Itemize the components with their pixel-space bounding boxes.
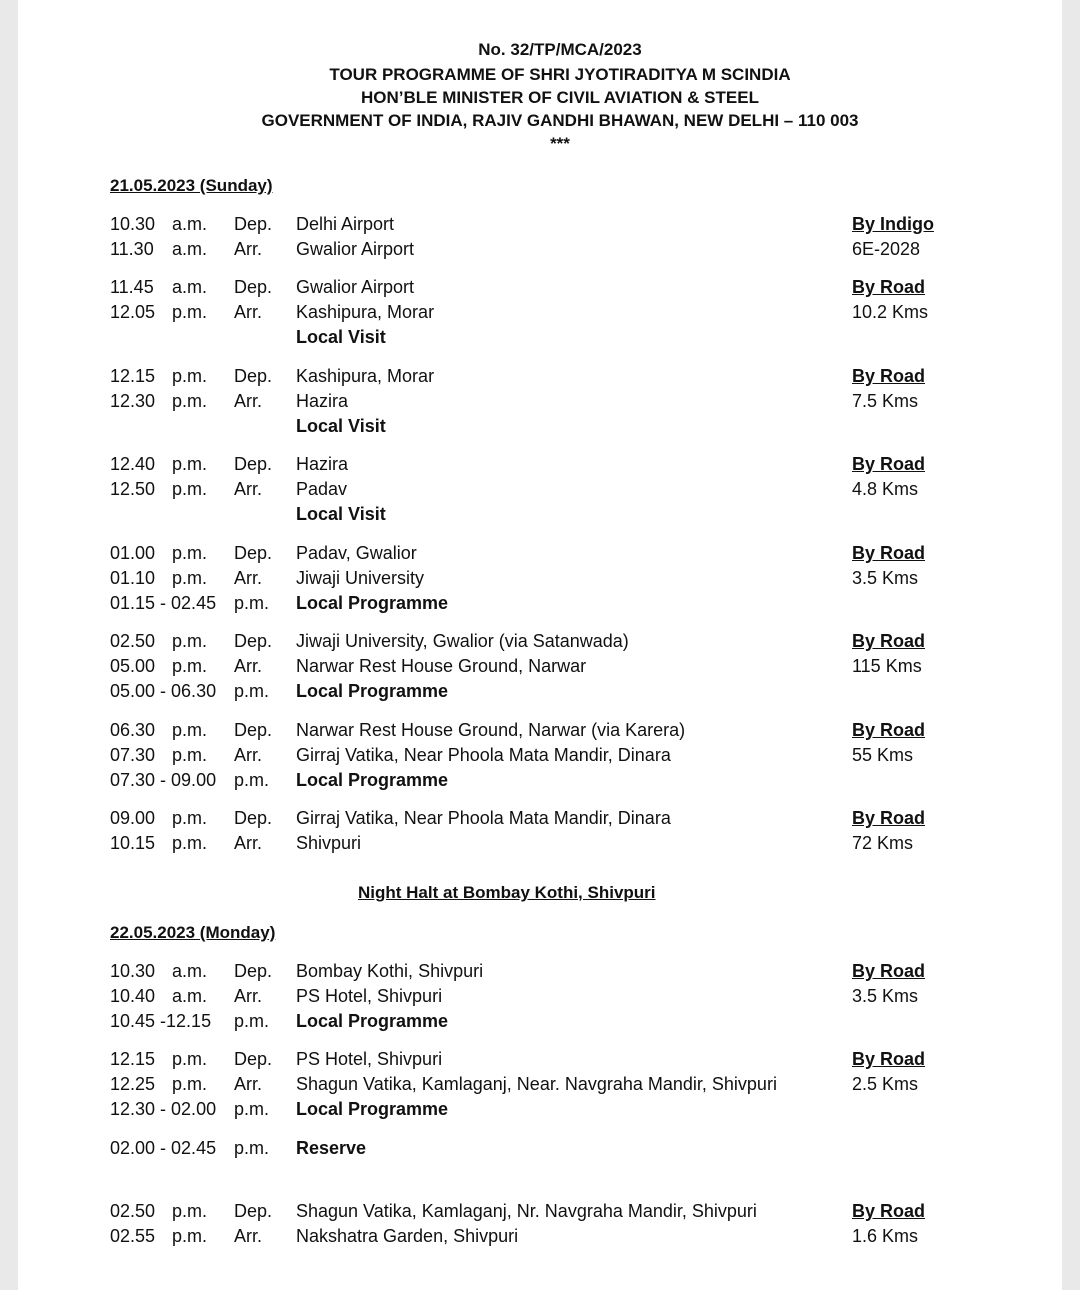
- direction-label: Arr.: [234, 568, 263, 588]
- direction-label: Dep.: [234, 543, 273, 563]
- location-name: Padav: [296, 479, 348, 499]
- time-value: 12.25: [110, 1074, 156, 1094]
- transport-detail: 10.2 Kms: [852, 302, 929, 322]
- location-name: Kashipura, Morar: [296, 302, 435, 322]
- activity-label: Local Programme: [296, 1099, 449, 1119]
- transport-mode: By Road: [852, 543, 926, 563]
- time-value: 11.45: [110, 277, 154, 297]
- schedule-row: [0, 1074, 1080, 1099]
- direction-label: Dep.: [234, 454, 273, 474]
- schedule-row: [0, 720, 1080, 745]
- schedule-row: [0, 1201, 1080, 1226]
- activity-label: Local Programme: [296, 681, 449, 701]
- time-period: p.m.: [172, 568, 208, 588]
- transport-detail: 6E-2028: [852, 239, 921, 259]
- direction-label: Arr.: [234, 391, 263, 411]
- header-designation: HON’BLE MINISTER OF CIVIL AVIATION & STEEL: [361, 88, 759, 107]
- time-period: p.m.: [234, 770, 270, 790]
- location-name: Bombay Kothi, Shivpuri: [296, 961, 484, 981]
- schedule-row: [0, 1049, 1080, 1074]
- transport-detail: 4.8 Kms: [852, 479, 919, 499]
- time-period: p.m.: [172, 808, 208, 828]
- transport-detail: 1.6 Kms: [852, 1226, 919, 1246]
- location-name: Girraj Vatika, Near Phoola Mata Mandir, Dinara: [296, 808, 671, 828]
- time-period: p.m.: [234, 593, 270, 613]
- transport-mode: By Road: [852, 277, 926, 297]
- location-name: Shagun Vatika, Kamlaganj, Near. Navgraha Mandir, Shivpuri: [296, 1074, 777, 1094]
- time-period: p.m.: [172, 479, 208, 499]
- direction-label: Arr.: [234, 745, 263, 765]
- transport-detail: 3.5 Kms: [852, 986, 919, 1006]
- header-title: TOUR PROGRAMME OF SHRI JYOTIRADITYA M SCINDIA: [329, 65, 791, 84]
- time-period: p.m.: [172, 302, 208, 322]
- time-value: 07.30: [110, 745, 156, 765]
- location-name: Delhi Airport: [296, 214, 395, 234]
- transport-mode: By Road: [852, 1049, 926, 1069]
- activity-label: Reserve: [296, 1138, 367, 1158]
- location-name: Jiwaji University: [296, 568, 425, 588]
- direction-label: Dep.: [234, 214, 273, 234]
- time-period: p.m.: [172, 391, 208, 411]
- activity-label: Local Visit: [296, 416, 386, 436]
- time-value: 09.00: [110, 808, 156, 828]
- location-name: PS Hotel, Shivpuri: [296, 1049, 443, 1069]
- time-value: 02.55: [110, 1226, 156, 1246]
- time-value: 10.30: [110, 961, 156, 981]
- time-period: p.m.: [234, 681, 270, 701]
- schedule-row: [0, 568, 1080, 593]
- time-period: a.m.: [172, 986, 208, 1006]
- schedule-row: [0, 986, 1080, 1011]
- transport-mode: By Road: [852, 366, 926, 386]
- transport-mode: By Indigo: [852, 214, 934, 234]
- time-period: p.m.: [172, 1201, 208, 1221]
- time-value: 12.15: [110, 1049, 156, 1069]
- schedule-row: [0, 504, 1080, 529]
- activity-label: Local Programme: [296, 593, 449, 613]
- night-halt-note: Night Halt at Bombay Kothi, Shivpuri: [358, 883, 656, 902]
- location-name: Hazira: [296, 454, 349, 474]
- location-name: Narwar Rest House Ground, Narwar (via Karera): [296, 720, 686, 740]
- direction-label: Arr.: [234, 656, 263, 676]
- time-value: 01.10: [110, 568, 156, 588]
- transport-mode: By Road: [852, 961, 926, 981]
- reference-number: No. 32/TP/MCA/2023: [478, 40, 642, 59]
- time-value: 10.40: [110, 986, 156, 1006]
- direction-label: Arr.: [234, 833, 263, 853]
- schedule-row: [0, 961, 1080, 986]
- activity-label: Local Visit: [296, 504, 386, 524]
- time-period: p.m.: [234, 1011, 270, 1031]
- time-value: 12.50: [110, 479, 156, 499]
- direction-label: Arr.: [234, 302, 263, 322]
- direction-label: Dep.: [234, 808, 273, 828]
- location-name: Gwalior Airport: [296, 239, 415, 259]
- time-value: 10.45 -12.15: [110, 1011, 212, 1031]
- schedule-row: [0, 1138, 1080, 1163]
- time-period: p.m.: [172, 833, 208, 853]
- direction-label: Dep.: [234, 961, 273, 981]
- day-date-heading: 22.05.2023 (Monday): [110, 923, 276, 942]
- time-period: a.m.: [172, 214, 208, 234]
- schedule-row: [0, 1226, 1080, 1251]
- schedule-row: [0, 808, 1080, 833]
- location-name: Shivpuri: [296, 833, 362, 853]
- direction-label: Dep.: [234, 1049, 273, 1069]
- schedule-row: [0, 745, 1080, 770]
- schedule-row: [0, 327, 1080, 352]
- transport-detail: 72 Kms: [852, 833, 914, 853]
- schedule-row: [0, 214, 1080, 239]
- schedule-row: [0, 302, 1080, 327]
- direction-label: Arr.: [234, 986, 263, 1006]
- time-value: 10.15: [110, 833, 156, 853]
- time-period: p.m.: [234, 1099, 270, 1119]
- direction-label: Arr.: [234, 1226, 263, 1246]
- direction-label: Arr.: [234, 1074, 263, 1094]
- direction-label: Dep.: [234, 631, 273, 651]
- time-value: 12.05: [110, 302, 156, 322]
- time-period: p.m.: [172, 656, 208, 676]
- schedule-row: [0, 681, 1080, 706]
- transport-mode: By Road: [852, 454, 926, 474]
- schedule-row: [0, 479, 1080, 504]
- schedule-row: [0, 770, 1080, 795]
- time-value: 02.50: [110, 1201, 156, 1221]
- header-address: GOVERNMENT OF INDIA, RAJIV GANDHI BHAWAN, NEW DELHI – 110 003: [261, 111, 859, 130]
- transport-detail: 7.5 Kms: [852, 391, 919, 411]
- direction-label: Arr.: [234, 479, 263, 499]
- time-period: p.m.: [172, 631, 208, 651]
- time-value: 07.30 - 09.00: [110, 770, 217, 790]
- activity-label: Local Programme: [296, 770, 449, 790]
- document-header: [0, 38, 1080, 155]
- transport-detail: 115 Kms: [852, 656, 922, 676]
- time-value: 05.00: [110, 656, 156, 676]
- transport-detail: 55 Kms: [852, 745, 914, 765]
- direction-label: Arr.: [234, 239, 263, 259]
- time-value: 06.30: [110, 720, 156, 740]
- day-date-heading: 21.05.2023 (Sunday): [110, 176, 273, 195]
- time-value: 11.30: [110, 239, 154, 259]
- direction-label: Dep.: [234, 720, 273, 740]
- schedule-row: [0, 416, 1080, 441]
- time-period: a.m.: [172, 239, 208, 259]
- time-value: 10.30: [110, 214, 156, 234]
- schedule-row: [0, 366, 1080, 391]
- location-name: Jiwaji University, Gwalior (via Satanwada): [296, 631, 629, 651]
- schedule-row: [0, 631, 1080, 656]
- time-period: p.m.: [172, 1074, 208, 1094]
- schedule-row: [0, 833, 1080, 858]
- location-name: Narwar Rest House Ground, Narwar: [296, 656, 587, 676]
- time-period: p.m.: [172, 454, 208, 474]
- time-period: a.m.: [172, 961, 208, 981]
- schedule-row: [0, 656, 1080, 681]
- location-name: Kashipura, Morar: [296, 366, 435, 386]
- location-name: PS Hotel, Shivpuri: [296, 986, 443, 1006]
- location-name: Hazira: [296, 391, 349, 411]
- time-period: p.m.: [172, 720, 208, 740]
- schedule-row: [0, 239, 1080, 264]
- transport-mode: By Road: [852, 631, 926, 651]
- schedule-row: [0, 454, 1080, 479]
- time-period: p.m.: [172, 1049, 208, 1069]
- direction-label: Dep.: [234, 277, 273, 297]
- transport-detail: 3.5 Kms: [852, 568, 919, 588]
- time-value: 12.40: [110, 454, 156, 474]
- location-name: Gwalior Airport: [296, 277, 415, 297]
- schedule-row: [0, 593, 1080, 618]
- time-value: 12.30: [110, 391, 156, 411]
- activity-label: Local Programme: [296, 1011, 449, 1031]
- location-name: Padav, Gwalior: [296, 543, 417, 563]
- time-value: 12.15: [110, 366, 156, 386]
- schedule-row: [0, 1011, 1080, 1036]
- time-value: 01.15 - 02.45: [110, 593, 217, 613]
- time-period: p.m.: [172, 543, 208, 563]
- schedule-row: [0, 277, 1080, 302]
- schedule-row: [0, 391, 1080, 416]
- transport-mode: By Road: [852, 720, 926, 740]
- time-value: 02.50: [110, 631, 156, 651]
- activity-label: Local Visit: [296, 327, 386, 347]
- transport-detail: 2.5 Kms: [852, 1074, 919, 1094]
- time-value: 05.00 - 06.30: [110, 681, 217, 701]
- time-period: p.m.: [234, 1138, 270, 1158]
- time-value: 01.00: [110, 543, 156, 563]
- direction-label: Dep.: [234, 1201, 273, 1221]
- location-name: Shagun Vatika, Kamlaganj, Nr. Navgraha Mandir, Shivpuri: [296, 1201, 757, 1221]
- time-period: p.m.: [172, 366, 208, 386]
- time-period: p.m.: [172, 1226, 208, 1246]
- schedule-row: [0, 1099, 1080, 1124]
- location-name: Nakshatra Garden, Shivpuri: [296, 1226, 519, 1246]
- schedule-row: [0, 543, 1080, 568]
- transport-mode: By Road: [852, 1201, 926, 1221]
- header-stars: ***: [550, 134, 570, 153]
- time-period: p.m.: [172, 745, 208, 765]
- time-value: 02.00 - 02.45: [110, 1138, 217, 1158]
- time-value: 12.30 - 02.00: [110, 1099, 217, 1119]
- transport-mode: By Road: [852, 808, 926, 828]
- time-period: a.m.: [172, 277, 208, 297]
- direction-label: Dep.: [234, 366, 273, 386]
- location-name: Girraj Vatika, Near Phoola Mata Mandir, Dinara: [296, 745, 671, 765]
